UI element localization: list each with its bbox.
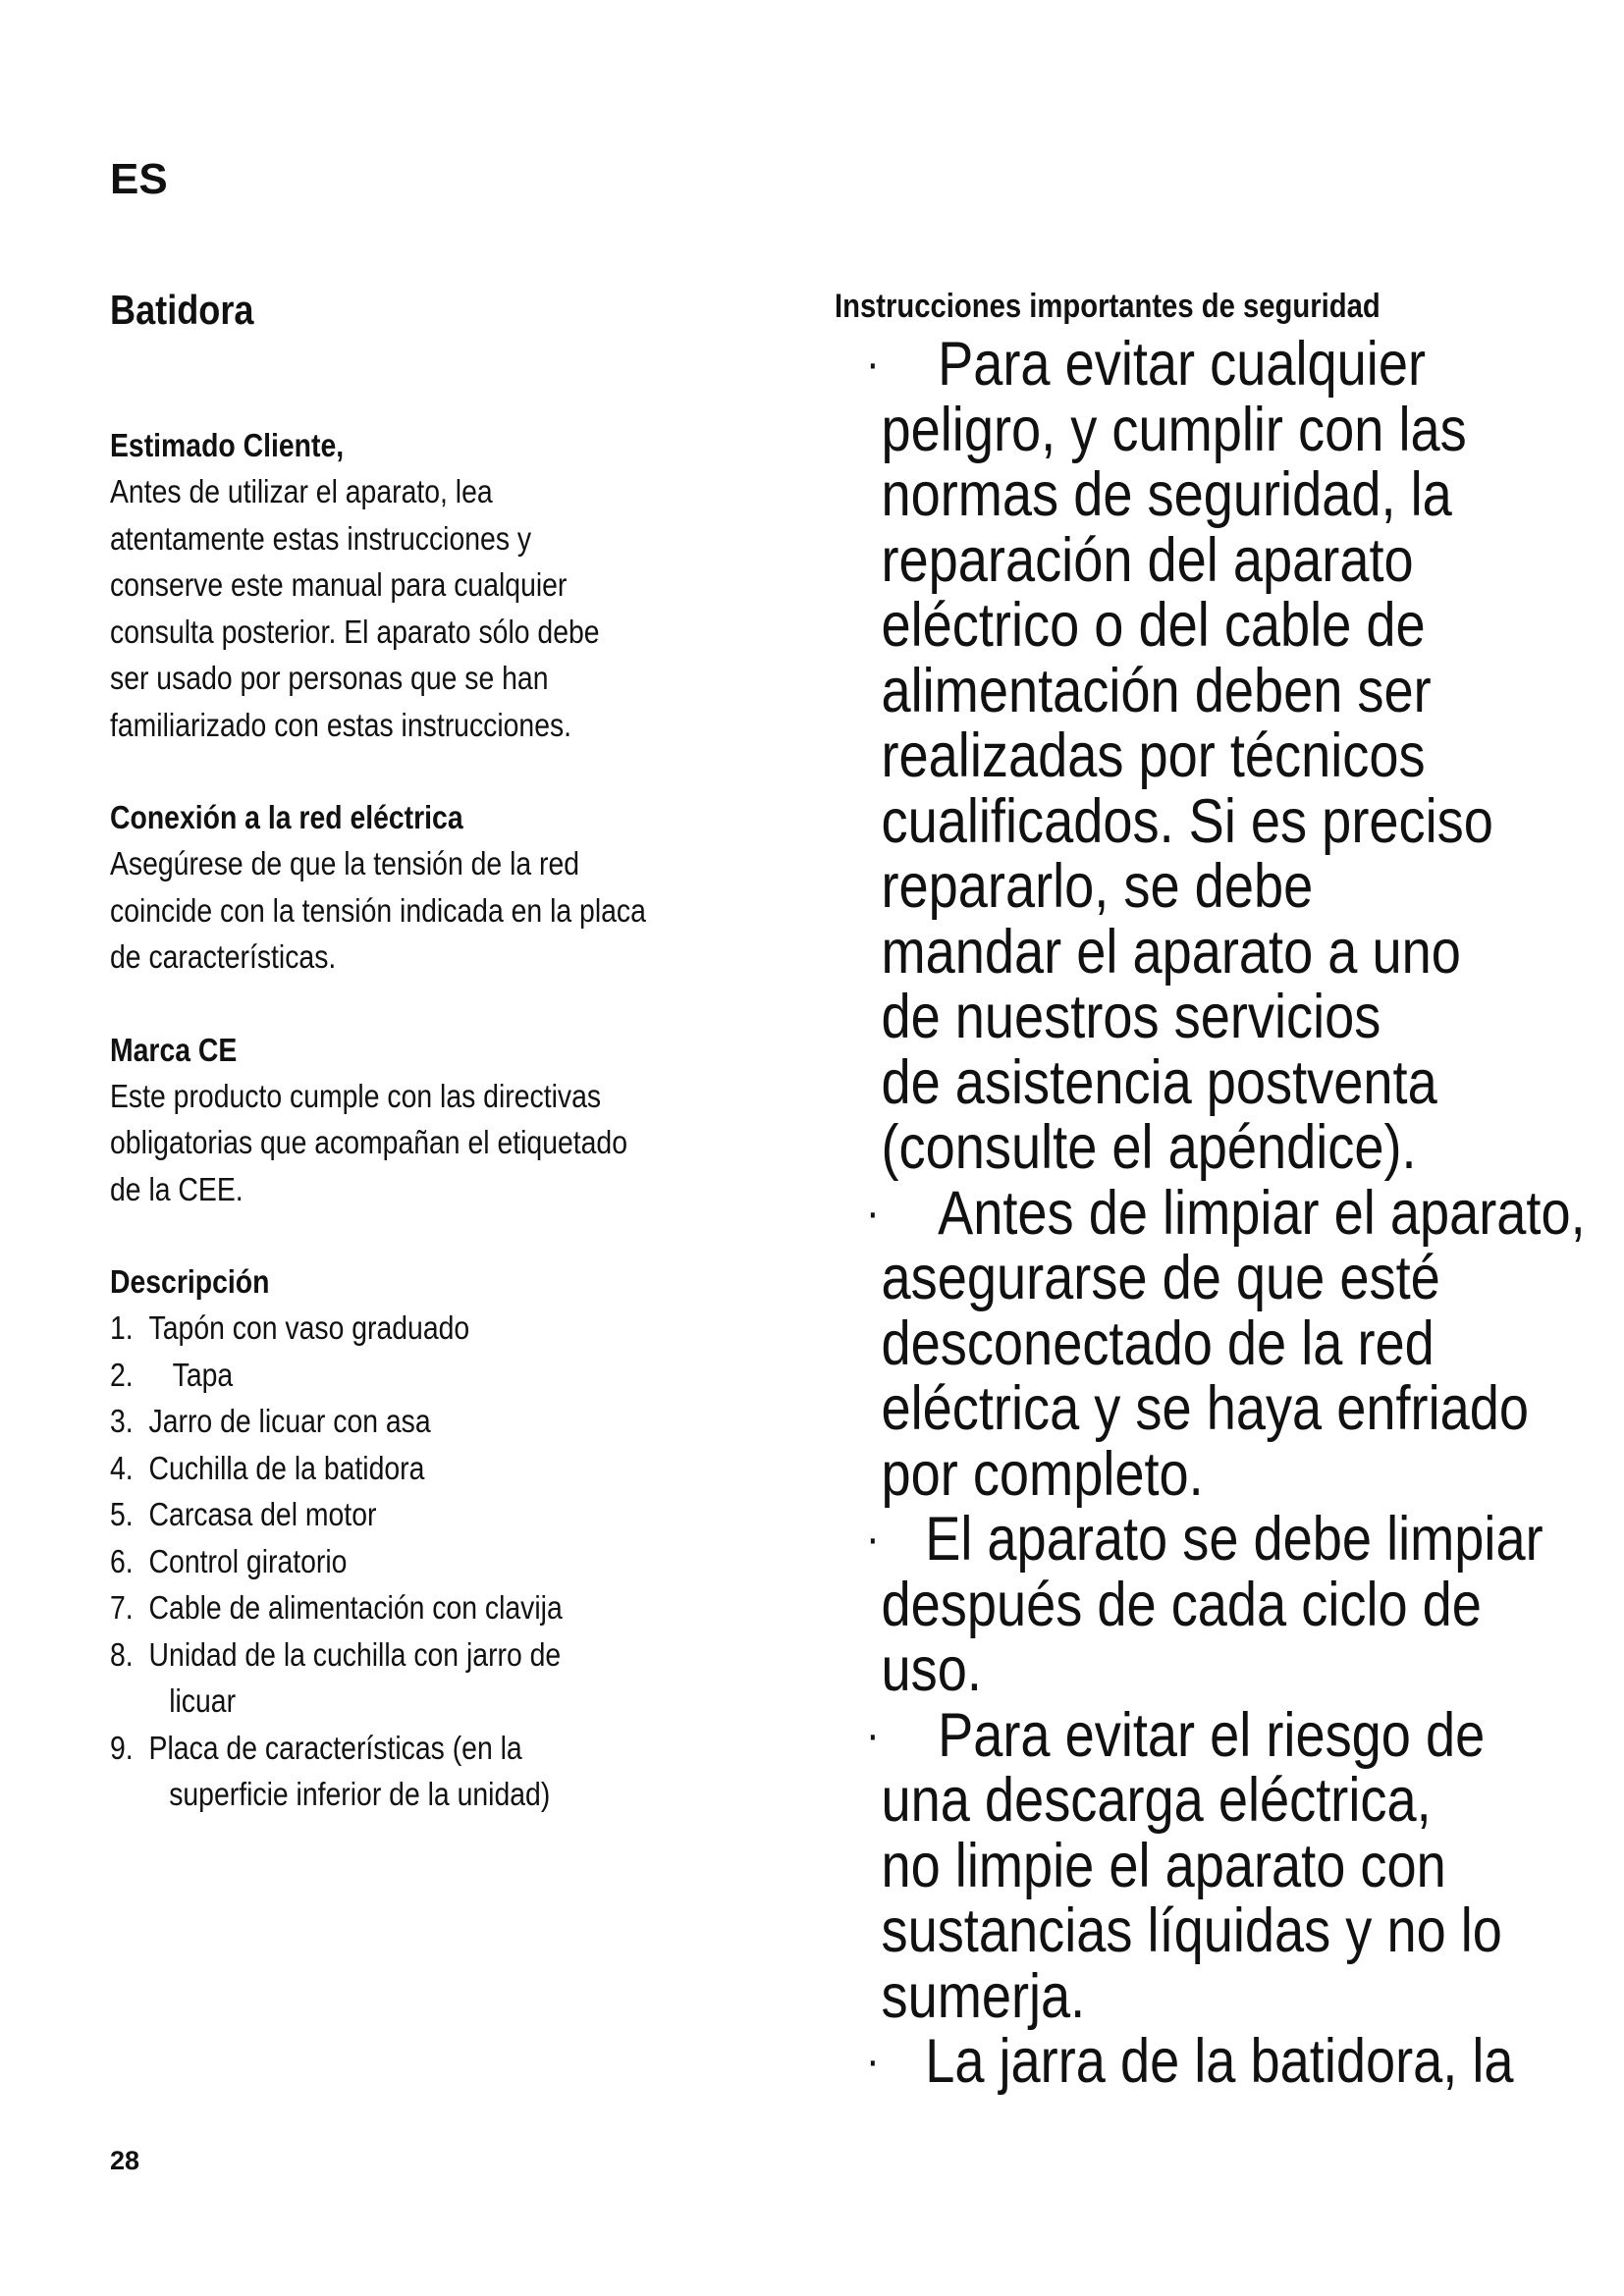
section-line: Antes de utilizar el aparato, lea bbox=[110, 473, 493, 509]
safety-line: una descarga eléctrica, bbox=[881, 1766, 1432, 1835]
safety-item bbox=[866, 1700, 1508, 2031]
safety-line: sustancias líquidas y no lo bbox=[881, 1896, 1502, 1965]
item-number: 5. bbox=[110, 1496, 134, 1532]
bullet-icon: · bbox=[866, 1513, 880, 1565]
safety-line: Para evitar el riesgo de bbox=[938, 1700, 1486, 1770]
section-line: consulta posterior. El aparato sólo debe bbox=[110, 613, 600, 650]
safety-line: La jarra de la batidora, la bbox=[925, 2027, 1514, 2096]
page-number: 28 bbox=[110, 2146, 140, 2175]
safety-line: uso. bbox=[881, 1635, 982, 1704]
parts-list bbox=[110, 1305, 701, 1818]
safety-line: Para evitar cualquier bbox=[938, 330, 1427, 399]
safety-line: mandar el aparato a uno bbox=[881, 917, 1461, 987]
safety-line: El aparato se debe limpiar bbox=[925, 1505, 1543, 1574]
item-text: Control giratorio bbox=[148, 1542, 348, 1579]
list-item bbox=[110, 1445, 701, 1492]
section-description bbox=[110, 1258, 701, 1818]
safety-item bbox=[866, 332, 1508, 1181]
item-number: 3. bbox=[110, 1403, 134, 1439]
section-heading: Estimado Cliente, bbox=[110, 427, 345, 463]
section-line: de características. bbox=[110, 938, 337, 975]
section-line: de la CEE. bbox=[110, 1170, 244, 1207]
safety-line: realizadas por técnicos bbox=[881, 721, 1426, 790]
section-line: ser usado por personas que se han bbox=[110, 660, 549, 696]
safety-line: cualificados. Si es preciso bbox=[881, 786, 1493, 856]
list-item bbox=[110, 1725, 701, 1818]
item-text: Carcasa del motor bbox=[148, 1496, 377, 1532]
bullet-icon: · bbox=[866, 1708, 880, 1761]
safety-line: Antes de limpiar el aparato, bbox=[938, 1178, 1586, 1248]
safety-item bbox=[866, 1178, 1586, 1509]
safety-line: (consulte el apéndice). bbox=[881, 1113, 1417, 1182]
safety-item bbox=[866, 1505, 1543, 1704]
bullet-icon: · bbox=[866, 338, 880, 390]
item-number: 6. bbox=[110, 1542, 134, 1579]
item-text: Jarro de licuar con asa bbox=[148, 1403, 431, 1439]
safety-line: asegurarse de que esté bbox=[881, 1244, 1440, 1312]
section-ce-mark bbox=[110, 1027, 701, 1213]
item-number: 9. bbox=[110, 1729, 134, 1766]
safety-line: después de cada ciclo de bbox=[881, 1570, 1482, 1639]
section-power bbox=[110, 794, 701, 981]
list-item bbox=[110, 1398, 701, 1445]
item-text: Cuchilla de la batidora bbox=[148, 1449, 425, 1486]
item-text: Tapa bbox=[172, 1356, 234, 1393]
safety-line: repararlo, se debe bbox=[881, 852, 1314, 921]
section-line: Este producto cumple con las directivas bbox=[110, 1077, 602, 1114]
section-heading: Descripción bbox=[110, 1263, 270, 1300]
safety-instructions bbox=[866, 330, 1586, 2096]
safety-line: reparación del aparato bbox=[881, 525, 1414, 595]
section-heading: Marca CE bbox=[110, 1031, 238, 1068]
item-text-continued: superficie inferior de la unidad) bbox=[169, 1776, 551, 1812]
safety-item bbox=[866, 2027, 1514, 2096]
list-item bbox=[110, 1491, 701, 1538]
list-item bbox=[110, 1538, 701, 1585]
safety-line: eléctrico o del cable de bbox=[881, 591, 1426, 660]
section-line: familiarizado con estas instrucciones. bbox=[110, 706, 572, 743]
safety-heading: Instrucciones importantes de seguridad bbox=[835, 288, 1380, 325]
item-text: Placa de características (en la bbox=[148, 1729, 522, 1766]
item-number: 7. bbox=[110, 1589, 134, 1626]
item-text: Unidad de la cuchilla con jarro de bbox=[148, 1635, 562, 1673]
list-item bbox=[110, 1584, 701, 1631]
page-title: Batidora bbox=[110, 287, 254, 333]
section-heading: Conexión a la red eléctrica bbox=[110, 799, 463, 835]
safety-line: sumerja. bbox=[881, 1961, 1086, 2031]
section-line: atentamente estas instrucciones y bbox=[110, 519, 532, 557]
item-text: Tapón con vaso graduado bbox=[148, 1309, 470, 1346]
item-number: 4. bbox=[110, 1449, 134, 1486]
bullet-icon: · bbox=[866, 1186, 880, 1239]
bullet-icon: · bbox=[866, 2035, 880, 2087]
section-line: obligatorias que acompañan el etiquetado bbox=[110, 1124, 628, 1160]
safety-line: eléctrica y se haya enfriado bbox=[881, 1374, 1530, 1443]
safety-line: de asistencia postventa bbox=[881, 1047, 1437, 1117]
section-line: coincide con la tensión indicada en la placa bbox=[110, 891, 646, 929]
list-item bbox=[110, 1352, 701, 1399]
safety-line: normas de seguridad, la bbox=[881, 460, 1452, 529]
section-customer bbox=[110, 422, 701, 748]
section-line: conserve este manual para cualquier bbox=[110, 566, 568, 603]
safety-line: no limpie el aparato con bbox=[881, 1831, 1446, 1900]
list-item bbox=[110, 1631, 701, 1725]
item-number: 8. bbox=[110, 1635, 134, 1673]
list-item bbox=[110, 1305, 701, 1352]
item-text: Cable de alimentación con clavija bbox=[148, 1589, 563, 1626]
item-text-continued: licuar bbox=[169, 1682, 237, 1719]
safety-line: desconectado de la red bbox=[881, 1308, 1435, 1378]
item-number: 2. bbox=[110, 1356, 134, 1393]
safety-line: de nuestros servicios bbox=[881, 983, 1381, 1051]
safety-line: por completo. bbox=[881, 1439, 1204, 1509]
language-code: ES bbox=[110, 155, 168, 203]
item-number: 1. bbox=[110, 1309, 134, 1346]
safety-line: alimentación deben ser bbox=[881, 656, 1432, 725]
left-column bbox=[110, 422, 797, 1864]
safety-line: peligro, y cumplir con las bbox=[881, 395, 1467, 464]
section-line: Asegúrese de que la tensión de la red bbox=[110, 845, 580, 881]
